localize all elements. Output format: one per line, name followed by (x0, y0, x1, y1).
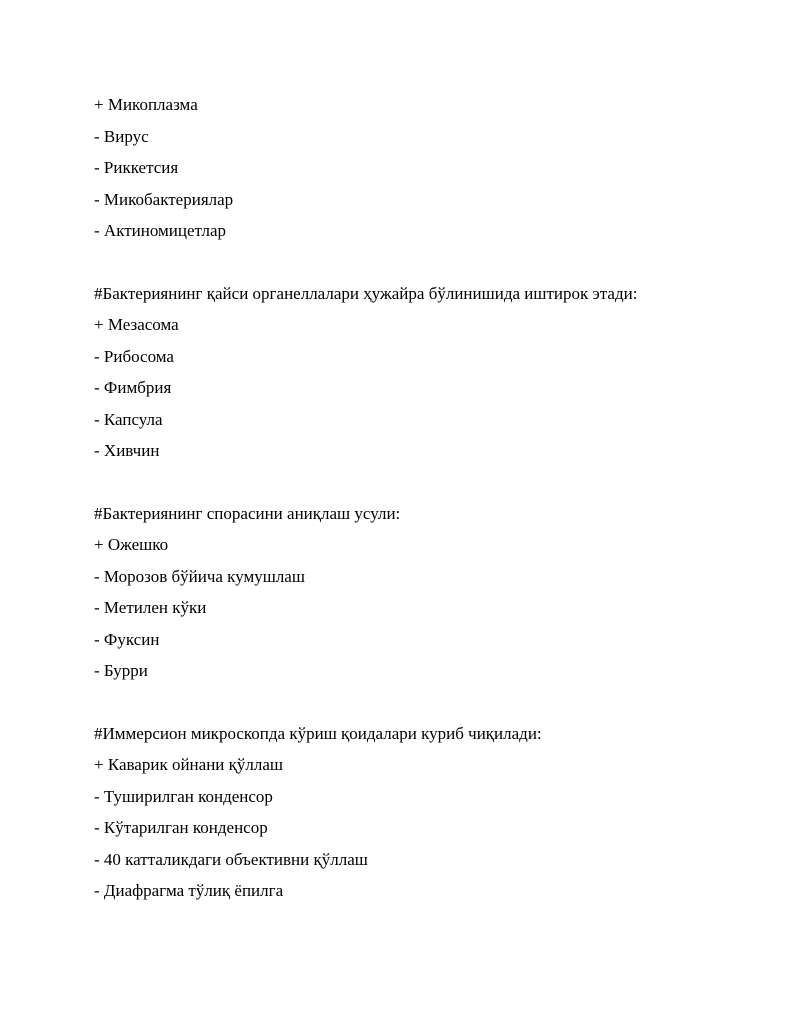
answer-option: - Фимбрия (94, 378, 172, 397)
document-page (94, 89, 774, 938)
answer-option: - Бурри (94, 661, 148, 680)
question-text: #Иммерсион микроскопда кўриш қоидалари куриб чиқилади: (94, 723, 542, 743)
answer-option: - Диафрагма тўлиқ ёпилга (94, 881, 284, 900)
question-block-1 (94, 89, 774, 247)
answer-option: - Кўтарилган конденсор (94, 818, 268, 837)
question-block-3 (94, 498, 774, 687)
answer-option: + Ожешко (94, 535, 169, 554)
question-block-2 (94, 278, 774, 467)
answer-option: + Мезасома (94, 315, 179, 334)
answer-option: - Актиномицетлар (94, 221, 227, 240)
answer-option: - Морозов бўйича кумушлаш (94, 566, 305, 586)
answer-option: - Фуксин (94, 629, 160, 649)
answer-option: - Метилен кўки (94, 598, 207, 617)
question-block-4 (94, 718, 774, 907)
answer-option: - Вирус (94, 126, 149, 146)
question-text: #Бактериянинг қайси органеллалари ҳужайра бўлинишида иштирок этади: (94, 283, 638, 303)
question-text: #Бактериянинг спорасини аниқлаш усули: (94, 503, 401, 523)
answer-option: + Каварик ойнани қўллаш (94, 755, 284, 774)
answer-option: - 40 катталикдаги объективни қўллаш (94, 849, 368, 869)
answer-option: - Рибосома (94, 346, 174, 366)
answer-option: - Микобактериялар (94, 189, 234, 209)
answer-option: - Хивчин (94, 441, 160, 460)
answer-option: - Риккетсия (94, 158, 179, 177)
answer-option: - Туширилган конденсор (94, 786, 273, 806)
answer-option: - Капсула (94, 409, 163, 429)
answer-option: + Микоплазма (94, 95, 198, 114)
